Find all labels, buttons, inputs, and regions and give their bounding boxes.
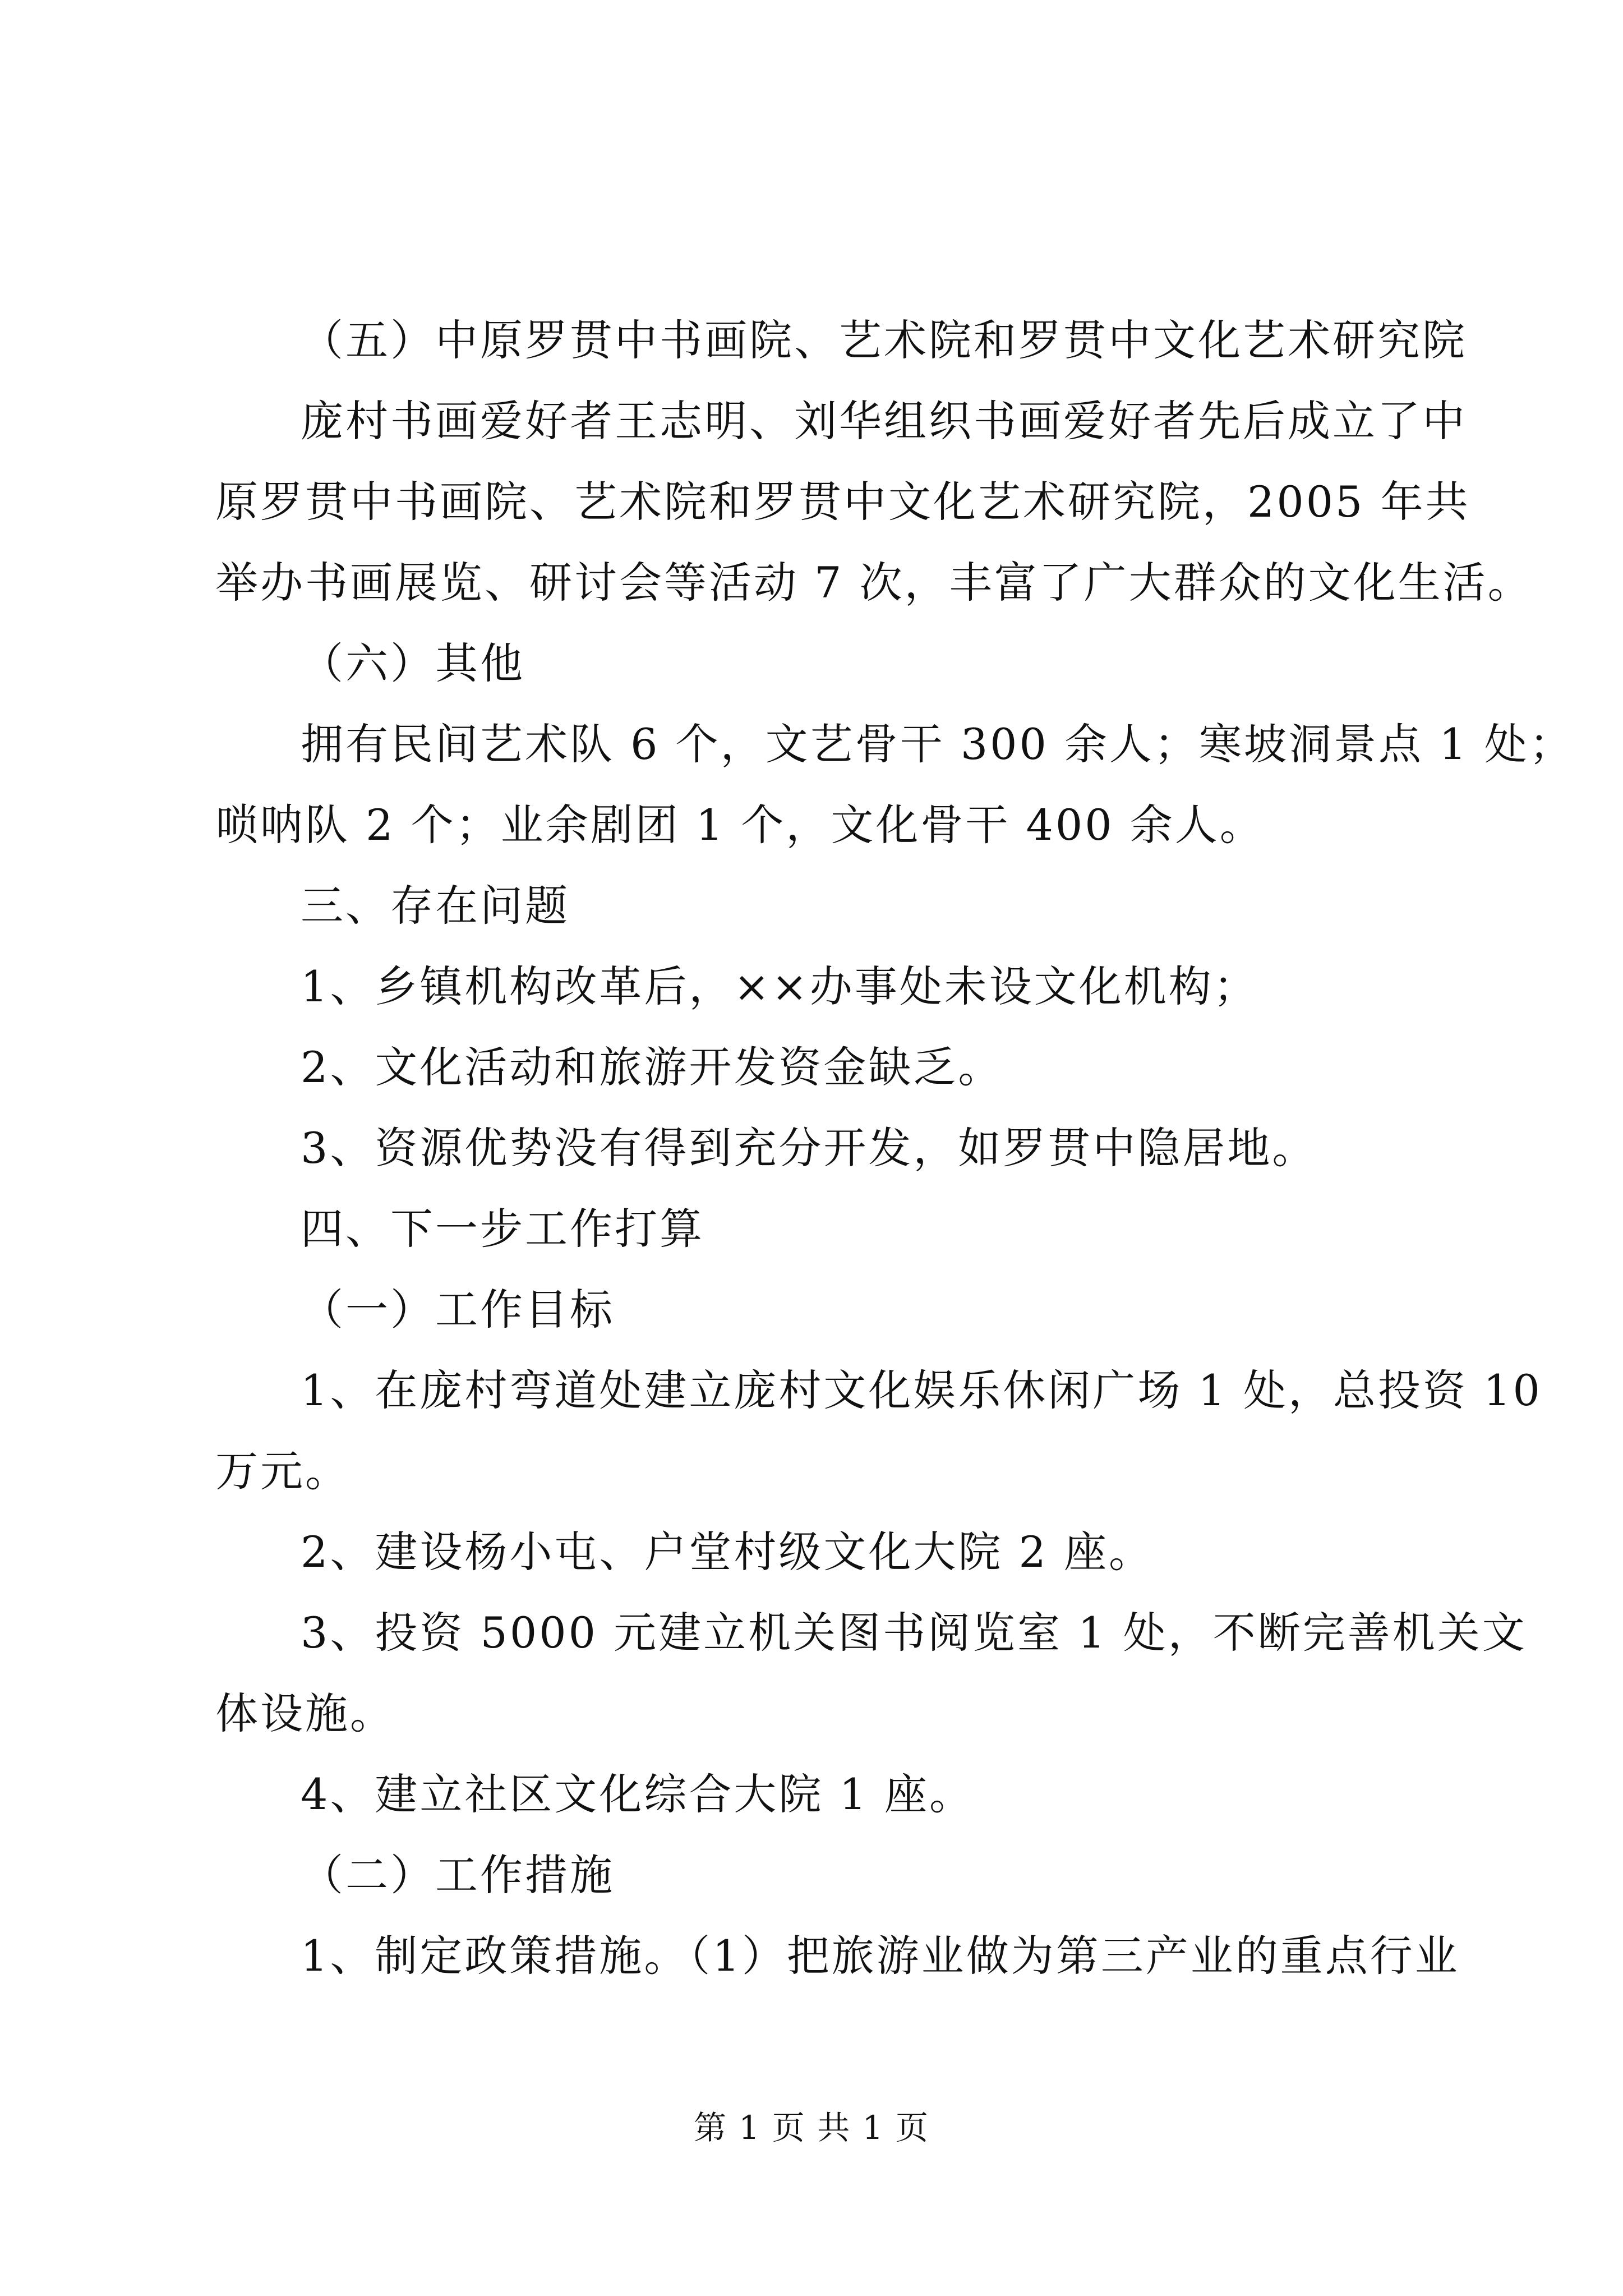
page-footer: 第 1 页 共 1 页 xyxy=(694,2109,929,2147)
paragraph-line: 庞村书画爱好者王志明、刘华组织书画爱好者先后成立了中 xyxy=(301,396,1467,446)
list-item: 4、建立社区文化综合大院 1 座。 xyxy=(301,1769,975,1819)
list-item: 2、文化活动和旅游开发资金缺乏。 xyxy=(301,1042,1003,1092)
list-item: 3、资源优势没有得到充分开发，如罗贯中隐居地。 xyxy=(301,1123,1317,1173)
paragraph-line: 举办书画展览、研讨会等活动 7 次，丰富了广大群众的文化生活。 xyxy=(215,558,1533,608)
section-heading-5: （五）中原罗贯中书画院、艺术院和罗贯中文化艺术研究院 xyxy=(301,315,1467,365)
list-item: 1、制定政策措施。（1）把旅游业做为第三产业的重点行业 xyxy=(301,1931,1460,1981)
subsection-heading-goals: （一）工作目标 xyxy=(301,1285,615,1335)
list-item: 1、在庞村弯道处建立庞村文化娱乐休闲广场 1 处，总投资 10 xyxy=(301,1365,1542,1415)
list-item: 1、乡镇机构改革后，××办事处未设文化机构； xyxy=(301,961,1258,1011)
paragraph-line: 拥有民间艺术队 6 个，文艺骨干 300 余人；寒坡洞景点 1 处； xyxy=(301,719,1574,769)
section-heading-6: （六）其他 xyxy=(301,638,525,688)
section-heading-next-steps: 四、下一步工作打算 xyxy=(301,1204,704,1254)
section-heading-problems: 三、存在问题 xyxy=(301,881,570,931)
list-item: 3、投资 5000 元建立机关图书阅览室 1 处，不断完善机关文 xyxy=(301,1608,1527,1658)
paragraph-line: 原罗贯中书画院、艺术院和罗贯中文化艺术研究院，2005 年共 xyxy=(215,477,1470,527)
subsection-heading-measures: （二）工作措施 xyxy=(301,1850,615,1900)
list-item-continuation: 体设施。 xyxy=(215,1688,395,1738)
list-item: 2、建设杨小屯、户堂村级文化大院 2 座。 xyxy=(301,1527,1154,1577)
list-item-continuation: 万元。 xyxy=(215,1446,350,1496)
paragraph-line: 唢呐队 2 个；业余剧团 1 个，文化骨干 400 余人。 xyxy=(215,800,1265,850)
document-body xyxy=(215,300,1574,1996)
